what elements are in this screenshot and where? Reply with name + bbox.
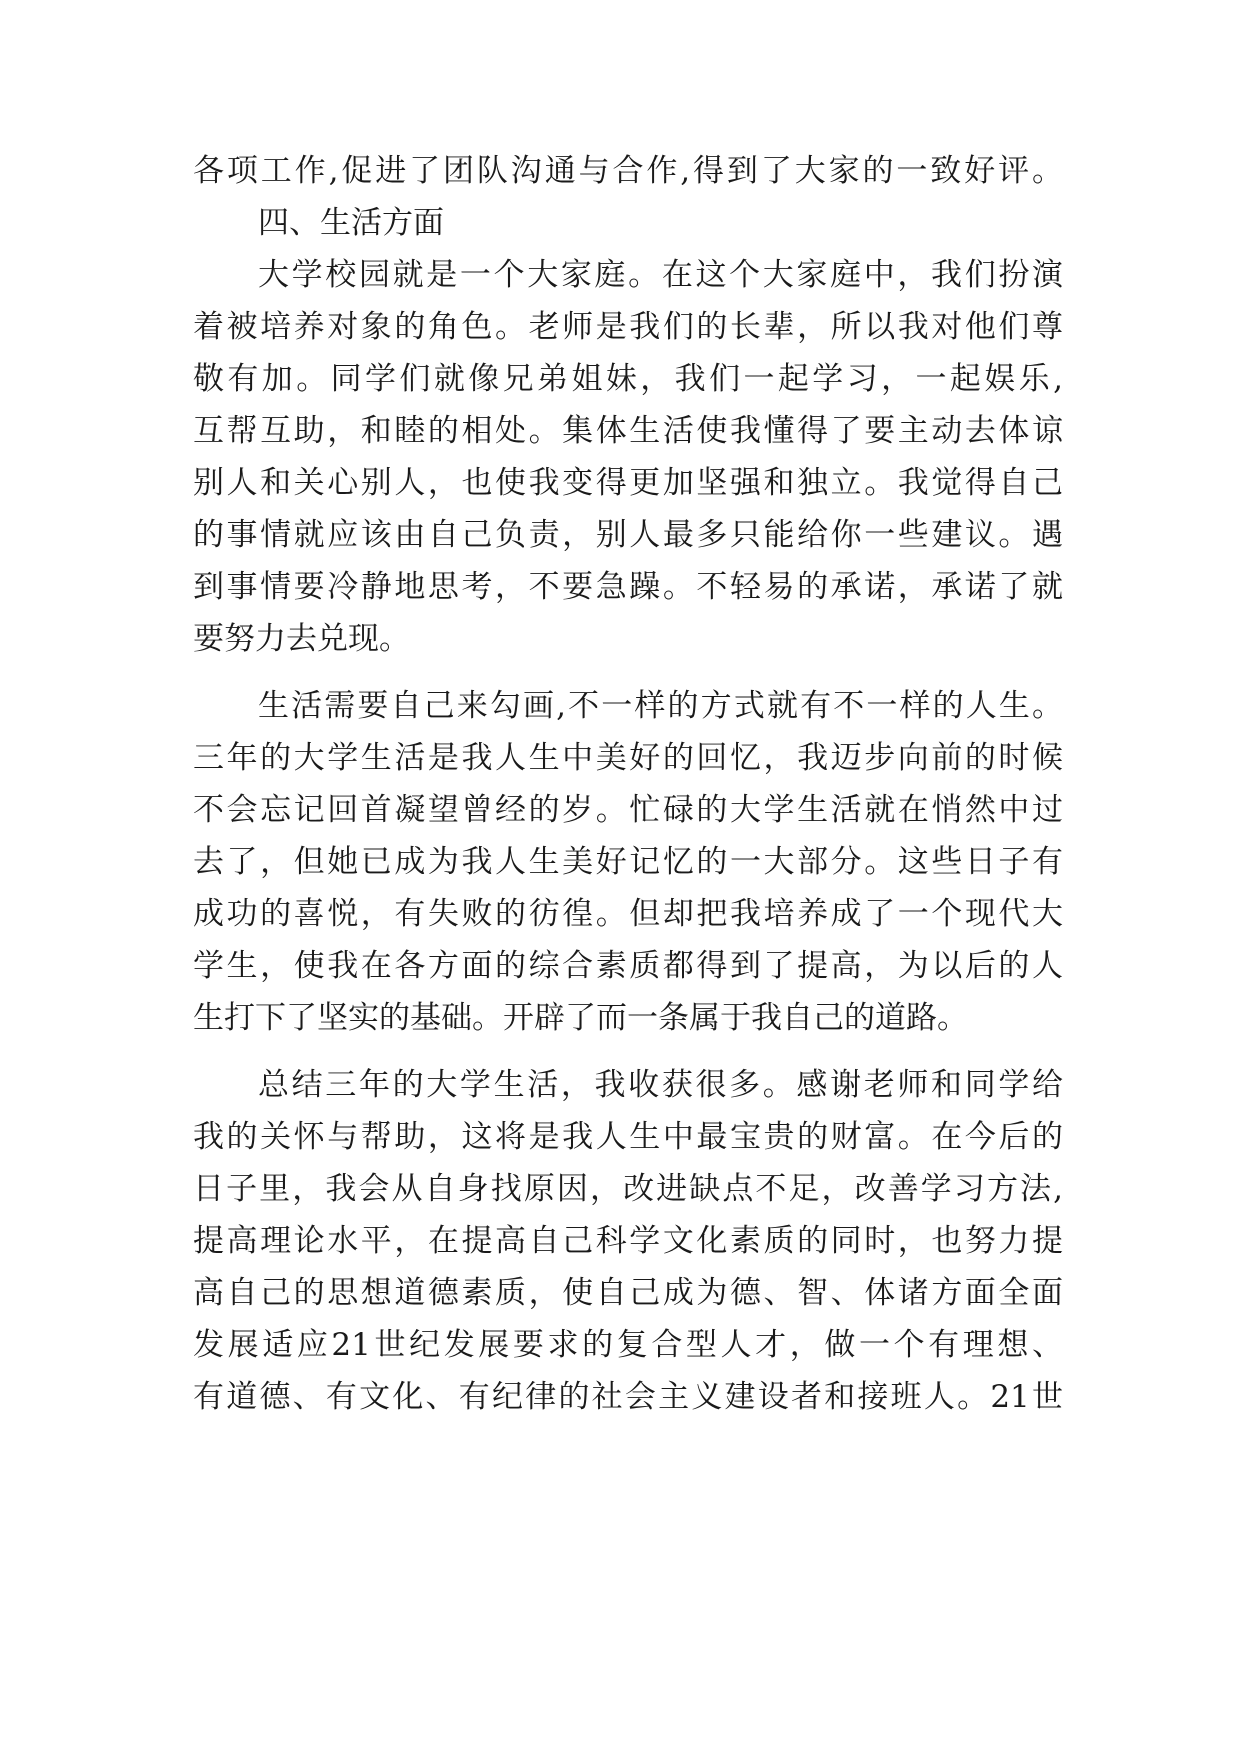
paragraph-line: 要努力去兑现。 <box>193 621 410 657</box>
paragraph-line: 总结三年的大学生活，我收获很多。感谢老师和同学给 <box>258 1067 1063 1103</box>
paragraph-line: 提高理论水平，在提高自己科学文化素质的同时，也努力提 <box>193 1223 1063 1259</box>
paragraph-line: 不会忘记回首凝望曾经的岁。忙碌的大学生活就在悄然中过 <box>193 792 1063 828</box>
paragraph-line: 互帮互助，和睦的相处。集体生活使我懂得了要主动去体谅 <box>193 413 1063 449</box>
paragraph-line: 的事情就应该由自己负责，别人最多只能给你一些建议。遇 <box>193 517 1063 553</box>
paragraph-line: 日子里，我会从自身找原因，改进缺点不足，改善学习方法, <box>193 1171 1063 1207</box>
paragraph-line: 生打下了坚实的基础。开辟了而一条属于我自己的道路。 <box>193 1000 968 1036</box>
paragraph-line: 到事情要冷静地思考，不要急躁。不轻易的承诺，承诺了就 <box>193 569 1063 605</box>
paragraph-line: 学生，使我在各方面的综合素质都得到了提高，为以后的人 <box>193 948 1063 984</box>
paragraph-line: 有道德、有文化、有纪律的社会主义建设者和接班人。21世 <box>193 1379 1063 1415</box>
paragraph-line: 各项工作,促进了团队沟通与合作,得到了大家的一致好评。 <box>193 153 1063 189</box>
paragraph-line: 我的关怀与帮助，这将是我人生中最宝贵的财富。在今后的 <box>193 1119 1063 1155</box>
paragraph-line: 去了，但她已成为我人生美好记忆的一大部分。这些日子有 <box>193 844 1063 880</box>
paragraph-line: 三年的大学生活是我人生中美好的回忆，我迈步向前的时候 <box>193 740 1063 776</box>
section-heading: 四、生活方面 <box>258 205 444 241</box>
paragraph-line: 别人和关心别人，也使我变得更加坚强和独立。我觉得自己 <box>193 465 1063 501</box>
paragraph-line: 敬有加。同学们就像兄弟姐妹，我们一起学习，一起娱乐, <box>193 361 1063 397</box>
paragraph-line: 生活需要自己来勾画,不一样的方式就有不一样的人生。 <box>258 688 1063 724</box>
paragraph-line: 高自己的思想道德素质，使自己成为德、智、体诸方面全面 <box>193 1275 1063 1311</box>
paragraph-line: 大学校园就是一个大家庭。在这个大家庭中，我们扮演 <box>258 257 1063 293</box>
paragraph-line: 发展适应21世纪发展要求的复合型人才，做一个有理想、 <box>193 1327 1063 1363</box>
paragraph-line: 成功的喜悦，有失败的彷徨。但却把我培养成了一个现代大 <box>193 896 1063 932</box>
paragraph-line: 着被培养对象的角色。老师是我们的长辈，所以我对他们尊 <box>193 309 1063 345</box>
